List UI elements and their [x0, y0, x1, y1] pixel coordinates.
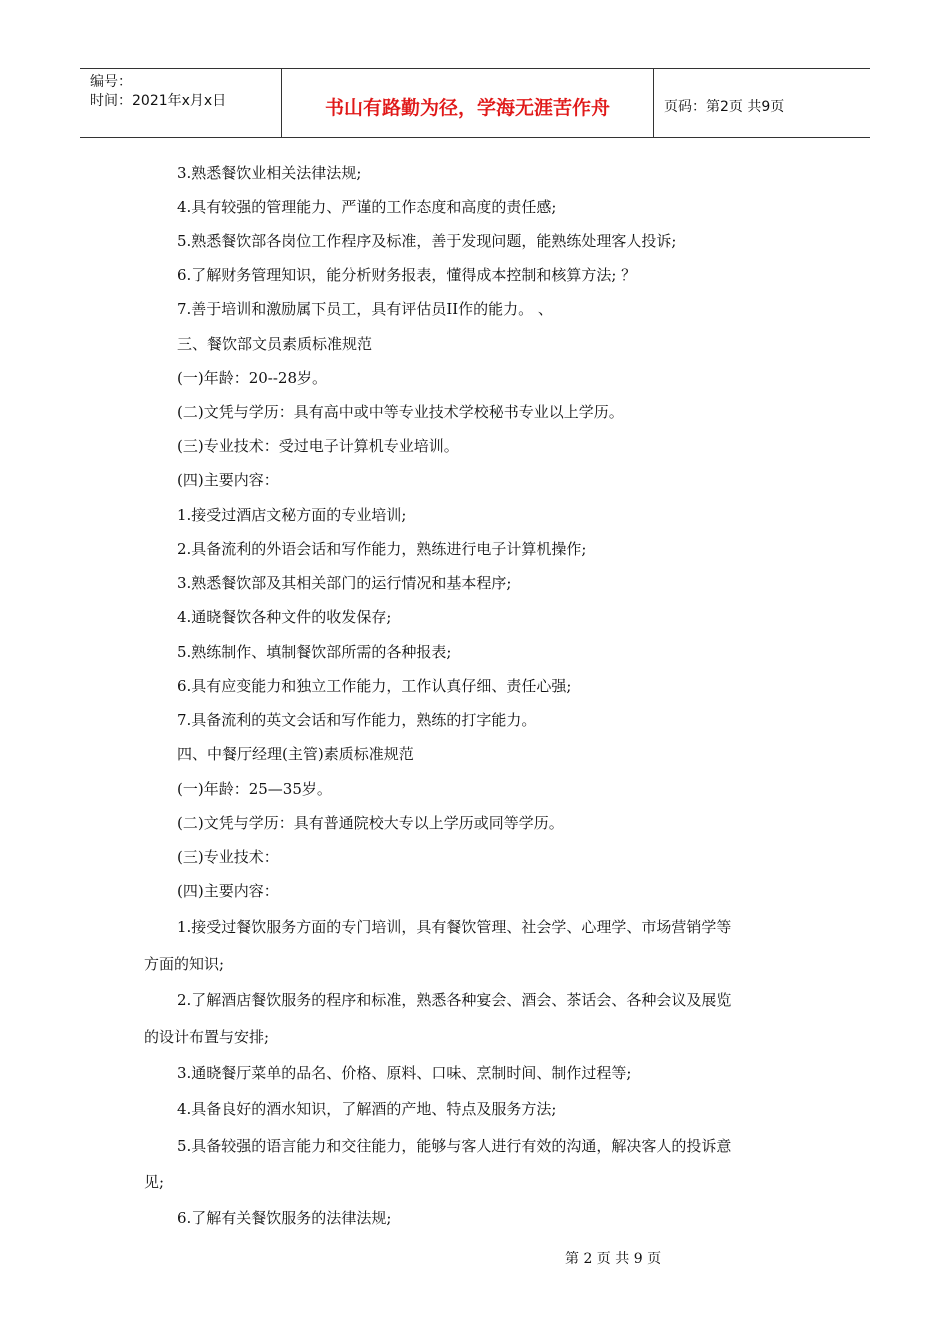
body-line: (二)文凭与学历：具有高中或中等专业技术学校秘书专业以上学历。: [177, 403, 624, 421]
body-line: 1.接受过酒店文秘方面的专业培训;: [177, 506, 407, 524]
body-line: 5.具备较强的语言能力和交往能力，能够与客人进行有效的沟通，解决客人的投诉意: [177, 1137, 732, 1155]
body-line: 3.熟悉餐饮业相关法律法规;: [177, 164, 362, 182]
page-footer: 第 2 页 共 9 页: [565, 1251, 662, 1267]
header-page-number: 页码：第2页 共9页: [664, 99, 785, 115]
body-line: 4.具有较强的管理能力、严谨的工作态度和高度的责任感;: [177, 198, 557, 216]
page-header: [80, 68, 870, 138]
body-line: 6.了解有关餐饮服务的法律法规;: [177, 1209, 392, 1227]
body-line: 方面的知识;: [144, 955, 225, 973]
body-line: 6.具有应变能力和独立工作能力，工作认真仔细、责任心强;: [177, 677, 572, 695]
body-line: 4.具备良好的酒水知识，了解酒的产地、特点及服务方法;: [177, 1100, 557, 1118]
body-line: (二)文凭与学历：具有普通院校大专以上学历或同等学历。: [177, 814, 564, 832]
document-number: 编号：: [90, 74, 132, 90]
section-heading: 三、餐饮部文员素质标准规范: [177, 335, 373, 353]
body-line: (三)专业技术：受过电子计算机专业培训。: [177, 437, 459, 455]
body-line: 6.了解财务管理知识，能分析财务报表，懂得成本控制和核算方法; ？: [177, 266, 637, 284]
body-line: (三)专业技术：: [177, 848, 279, 866]
body-line: 5.熟悉餐饮部各岗位工作程序及标准，善于发现问题，能熟练处理客人投诉;: [177, 232, 677, 250]
body-line: (一)年龄：25—35岁。: [177, 780, 332, 798]
section-heading: 四、中餐厅经理(主管)素质标准规范: [177, 745, 414, 763]
body-line: (四)主要内容：: [177, 471, 279, 489]
body-line: 4.通晓餐饮各种文件的收发保存;: [177, 608, 392, 626]
body-line: 3.熟悉餐饮部及其相关部门的运行情况和基本程序;: [177, 574, 512, 592]
document-date: 时间：2021年x月x日: [90, 93, 227, 109]
body-line: (一)年龄：20--28岁。: [177, 369, 328, 387]
body-line: 5.熟练制作、填制餐饮部所需的各种报表;: [177, 643, 452, 661]
header-meta: [80, 69, 282, 137]
body-line: 的设计布置与安排;: [144, 1028, 270, 1046]
body-line: 7.善于培训和激励属下员工，具有评估员II作的能力。 、: [177, 300, 553, 318]
body-line: (四)主要内容：: [177, 882, 279, 900]
body-line: 3.通晓餐厅菜单的品名、价格、原料、口味、烹制时间、制作过程等;: [177, 1064, 632, 1082]
body-line: 见;: [144, 1173, 165, 1191]
header-motto: 书山有路勤为径，学海无涯苦作舟: [282, 69, 654, 137]
body-line: 2.了解酒店餐饮服务的程序和标准，熟悉各种宴会、酒会、茶话会、各种会议及展览: [177, 991, 732, 1009]
body-line: 2.具备流利的外语会话和写作能力，熟练进行电子计算机操作;: [177, 540, 587, 558]
body-line: 1.接受过餐饮服务方面的专门培训，具有餐饮管理、社会学、心理学、市场营销学等: [177, 918, 732, 936]
body-line: 7.具备流利的英文会话和写作能力，熟练的打字能力。: [177, 711, 537, 729]
